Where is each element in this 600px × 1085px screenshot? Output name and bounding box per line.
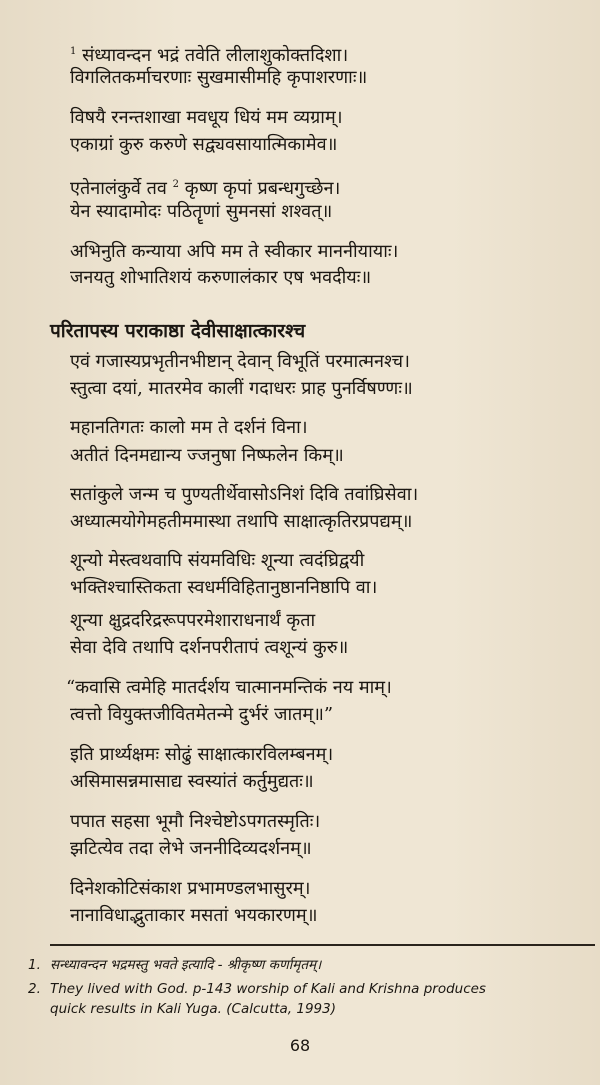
verse-1-line-2: विगलितकर्माचरणाः सुखमासीमहि कृपाशरणाः॥ — [70, 67, 368, 88]
verse-7-line-2: अध्यात्मयोगेमहतीममास्था तथापि साक्षात्कृतिरप्रपद्यम्॥ — [70, 511, 413, 532]
verse-3-line-1: एतेनालंकुर्वे तव $^2$ कृष्ण कृपां प्रबन्धगुच्छेन। — [70, 178, 341, 199]
footnote-marker-1: 1 — [70, 46, 77, 57]
verse-8-line-4: सेवा देवि तथापि दर्शनपरीतापं त्वशून्यं कुरु॥ — [70, 637, 349, 658]
section-heading: परितापस्य पराकाष्ठा देवीसाक्षात्कारश्च — [50, 320, 306, 342]
verse-6-line-2: अतीतं दिनमद्यान्य ज्जनुषा निष्फलेन किम्॥ — [70, 445, 344, 466]
footnote-marker-2: 2 — [172, 179, 180, 190]
verse-10-line-1: इति प्रार्थ्यक्षमः सोढुं साक्षात्कारविलम्बनम्। — [70, 744, 334, 765]
verse-11-line-1: पपात सहसा भूमौ निश्चेष्टोऽपगतस्मृतिः। — [70, 811, 321, 832]
footnote-1: 1. सन्ध्यावन्दन भद्रमस्तु भवते इत्यादि - श्रीकृष्ण कर्णामृतम्। — [28, 957, 322, 973]
page-number: 68 — [289, 1036, 311, 1055]
verse-7-line-1: सतांकुले जन्म च पुण्यतीर्थेवासोऽनिशं दिवि तवांघ्रिसेवा। — [70, 484, 419, 505]
verse-4-line-1: अभिनुति कन्याया अपि मम ते स्वीकार माननीयायाः। — [70, 241, 399, 262]
footnote-2-continued: quick results in Kali Yuga. (Calcutta, 1993) — [50, 1001, 337, 1017]
verse-9-line-2: त्वत्तो वियुक्तजीवितमेतन्मे दुर्भरं जातम्॥” — [70, 704, 334, 725]
verse-5-line-1: एवं गजास्यप्रभृतीनभीष्टान् देवान् विभूतिं परमात्मनश्च। — [70, 351, 410, 372]
verse-8-line-3: शून्या क्षुद्रदरिद्ररूपपरमेशाराधनार्थं कृता — [70, 610, 316, 631]
verse-10-line-2: असिमासन्नमासाद्य स्वस्यांतं कर्तुमुद्यतः॥ — [70, 771, 314, 792]
verse-6-line-1: महानतिगतः कालो मम ते दर्शनं विना। — [70, 417, 308, 438]
verse-12-line-2: नानाविधाद्भुताकार मसतां भयकारणम्॥ — [70, 905, 318, 926]
verse-8-line-2: भक्तिश्चास्तिकता स्वधर्मविहितानुष्ठाननिष्ठापि वा। — [70, 577, 378, 598]
verse-4-line-2: जनयतु शोभातिशयं करुणालंकार एष भवदीयः॥ — [70, 267, 372, 288]
verse-1-line-1: $^1$ संध्यावन्दन भद्रं तवेति लीलाशुकोक्तदिशा। — [70, 45, 349, 66]
verse-5-line-2: स्तुत्वा दयां, मातरमेव कालीं गदाधरः प्राह पुनर्विषण्णः॥ — [70, 378, 413, 399]
verse-2-line-1: विषयै रनन्तशाखा मवधूय धियं मम व्यग्राम्। — [70, 107, 343, 128]
verse-8-line-1: शून्यो मेस्त्वथवापि संयमविधिः शून्या त्वदंघ्रिद्वयी — [70, 550, 365, 571]
verse-3-line-2: येन स्यादामोदः पठितॄणां सुमनसां शश्वत्॥ — [70, 201, 333, 222]
footnote-divider — [50, 944, 595, 946]
verse-11-line-2: झटित्येव तदा लेभे जननीदिव्यदर्शनम्॥ — [70, 838, 312, 859]
verse-12-line-1: दिनेशकोटिसंकाश प्रभामण्डलभासुरम्। — [70, 878, 311, 899]
verse-9-line-1: “कवासि त्वमेहि मातर्दर्शय चात्मानमन्तिकं नय माम्। — [66, 677, 392, 698]
footnote-2: 2. They lived with God. p-143 worship of Kali and Krishna produces — [28, 981, 486, 997]
verse-2-line-2: एकाग्रां कुरु करुणे सद्व्यवसायात्मिकामेव॥ — [70, 134, 338, 155]
